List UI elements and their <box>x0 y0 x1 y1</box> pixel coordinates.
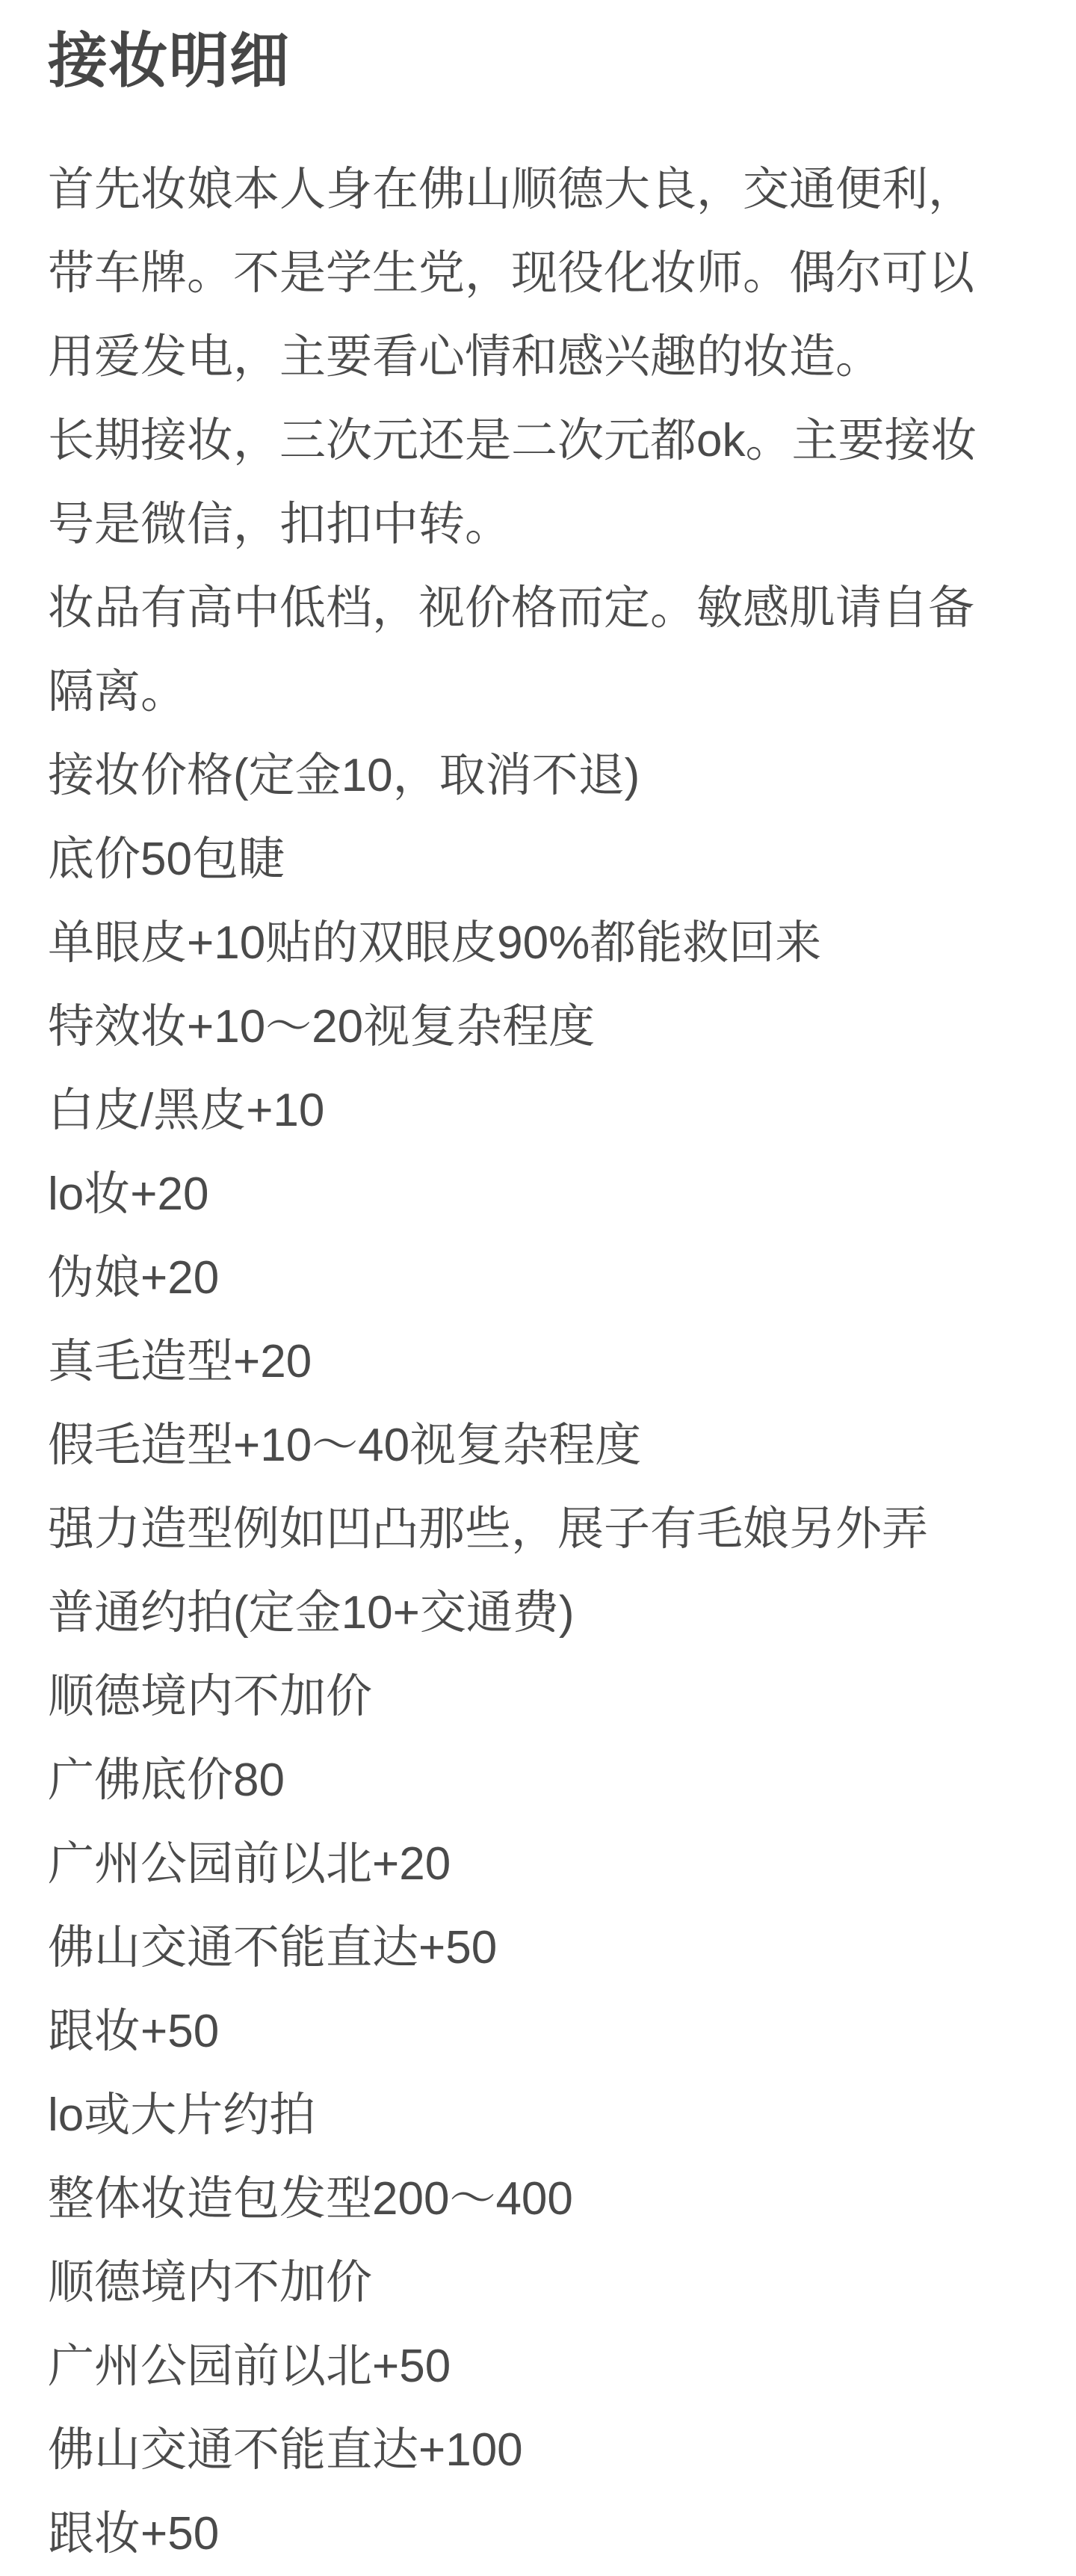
text-line: 带车牌。不是学生党，现役化妆师。偶尔可以 <box>48 247 975 299</box>
text-line: 跟妆+50 <box>48 2508 220 2560</box>
text-line: 用爱发电，主要看心情和感兴趣的妆造。 <box>48 331 882 383</box>
text-line: 广州公园前以北+20 <box>48 1838 451 1890</box>
text-line: 单眼皮+10贴的双眼皮90%都能救回来 <box>48 917 822 969</box>
text-line: 首先妆娘本人身在佛山顺德大良，交通便利， <box>48 164 975 215</box>
text-line: 号是微信，扣扣中转。 <box>48 499 512 550</box>
text-line: 假毛造型+10～40视复杂程度 <box>48 1420 642 1471</box>
text-line: 佛山交通不能直达+50 <box>48 1922 498 1973</box>
page-title: 接妆明细 <box>48 28 290 94</box>
text-line: 跟妆+50 <box>48 2006 220 2057</box>
text-line: 接妆价格(定金10，取消不退) <box>48 750 640 801</box>
text-line: 顺德境内不加价 <box>48 1671 373 1722</box>
text-line: 广州公园前以北+50 <box>48 2341 451 2392</box>
article-body <box>48 148 1042 2576</box>
text-line: 隔离。 <box>48 666 188 718</box>
text-line: lo或大片约拍 <box>48 2089 316 2141</box>
text-line: 佛山交通不能直达+100 <box>48 2424 523 2476</box>
text-line: 长期接妆，三次元还是二次元都ok。主要接妆 <box>48 415 977 466</box>
text-line: 特效妆+10～20视复杂程度 <box>48 1001 596 1053</box>
text-line: 妆品有高中低档，视价格而定。敏感肌请自备 <box>48 582 975 634</box>
text-line: 底价50包睫 <box>48 833 285 885</box>
text-line: 伪娘+20 <box>48 1252 220 1304</box>
text-line: 广佛底价80 <box>48 1754 285 1806</box>
text-line: 顺德境内不加价 <box>48 2257 373 2308</box>
text-line: lo妆+20 <box>48 1168 209 1220</box>
text-line: 整体妆造包发型200～400 <box>48 2173 573 2225</box>
text-line: 真毛造型+20 <box>48 1336 312 1387</box>
text-line: 强力造型例如凹凸那些，展子有毛娘另外弄 <box>48 1503 929 1555</box>
text-line: 白皮/黑皮+10 <box>48 1085 325 1136</box>
text-line: 普通约拍(定金10+交通费) <box>48 1587 575 1639</box>
